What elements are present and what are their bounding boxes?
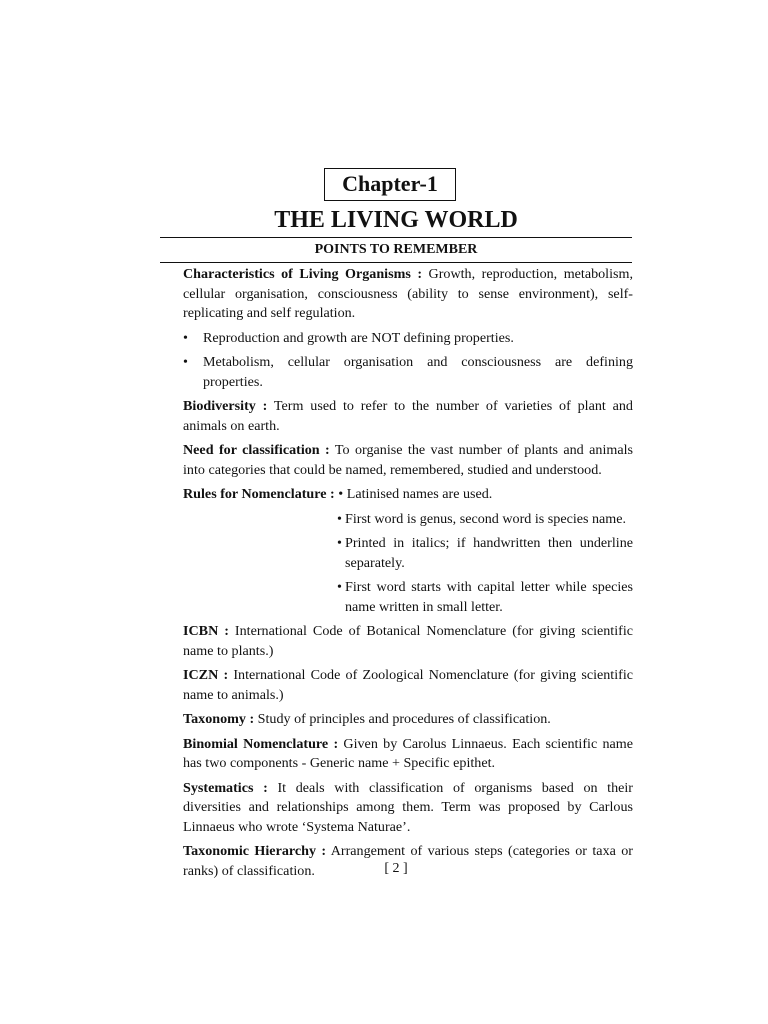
term-label: Systematics : xyxy=(183,779,268,796)
definition-text: Term used to refer to the number of varieties of plant and animals on earth. xyxy=(183,398,633,434)
list-item xyxy=(183,329,633,349)
page-number: [ 2 ] xyxy=(384,861,408,876)
term-label: Need for classification : xyxy=(183,442,330,458)
term-label: Binomial Nomenclature : xyxy=(183,735,339,752)
definition-text: Study of principles and procedures of classification. xyxy=(254,711,551,727)
bullet-icon: • xyxy=(338,486,344,502)
icbn-paragraph xyxy=(183,622,633,661)
definition-text: Arrangement of various steps (categories or taxa or ranks) of classification. xyxy=(183,843,633,879)
characteristics-paragraph xyxy=(183,265,633,324)
term-label: Biodiversity : xyxy=(183,398,268,414)
term-label: ICZN : xyxy=(183,667,229,683)
nomenclature-rules-heading xyxy=(183,485,633,505)
term-label: Taxonomy : xyxy=(183,711,255,727)
nomenclature-rule xyxy=(337,534,633,573)
term-label: ICBN : xyxy=(183,623,229,639)
rule-text: First word is genus, second word is species name. xyxy=(345,510,627,527)
definition-text: To organise the vast number of plants and animals into categories that could be named, remembered, studied and understood. xyxy=(183,442,633,478)
bullet-icon: • xyxy=(337,510,342,527)
top-divider xyxy=(160,237,632,238)
rule-text: First word starts with capital letter while species name written in small letter. xyxy=(345,579,633,615)
bullet-icon: • xyxy=(337,535,342,551)
bullet-icon: • xyxy=(183,329,188,346)
bullet-icon: • xyxy=(183,354,188,370)
definition-text: International Code of Botanical Nomenclature (for giving scientific name to plants.) xyxy=(183,623,633,659)
iczn-paragraph xyxy=(183,666,633,705)
definition-text: Growth, reproduction, metabolism, cellular organisation, consciousness (ability to sense environment), self-replicating and self regulation. xyxy=(183,266,633,321)
systematics-paragraph xyxy=(183,779,633,838)
section-title: POINTS TO REMEMBER xyxy=(314,242,478,257)
term-label: Taxonomic Hierarchy : xyxy=(183,843,327,859)
rule-text: Latinised names are used. xyxy=(346,486,493,502)
bullet-icon: • xyxy=(337,579,342,595)
term-label: Rules for Nomenclature : xyxy=(183,486,335,502)
nomenclature-rule xyxy=(337,510,633,530)
nomenclature-rule xyxy=(337,578,633,617)
rule-text: Printed in italics; if handwritten then underline separately. xyxy=(345,535,633,571)
list-item xyxy=(183,353,633,392)
binomial-paragraph xyxy=(183,735,633,774)
term-label: Characteristics of Living Organisms : xyxy=(183,266,423,282)
chapter-title: THE LIVING WORLD xyxy=(274,207,518,233)
definition-text: Given by Carolus Linnaeus. Each scientific name has two components - Generic name + Specific epithet. xyxy=(183,735,633,771)
need-classification-paragraph xyxy=(183,441,633,480)
biodiversity-paragraph xyxy=(183,397,633,436)
list-item-text: Reproduction and growth are NOT defining properties. xyxy=(203,329,514,346)
chapter-label: Chapter-1 xyxy=(324,168,456,201)
definition-text: International Code of Zoological Nomenclature (for giving scientific name to animals.) xyxy=(183,667,633,703)
taxonomy-paragraph xyxy=(183,710,633,730)
list-item-text: Metabolism, cellular organisation and consciousness are defining properties. xyxy=(203,354,633,390)
page-body xyxy=(183,265,633,886)
definition-text: It deals with classification of organisms based on their diversities and relationships among them. Term was proposed by Carlous Linnaeus who wrote ‘Systema Naturae’. xyxy=(183,779,634,835)
section-divider xyxy=(160,262,632,263)
